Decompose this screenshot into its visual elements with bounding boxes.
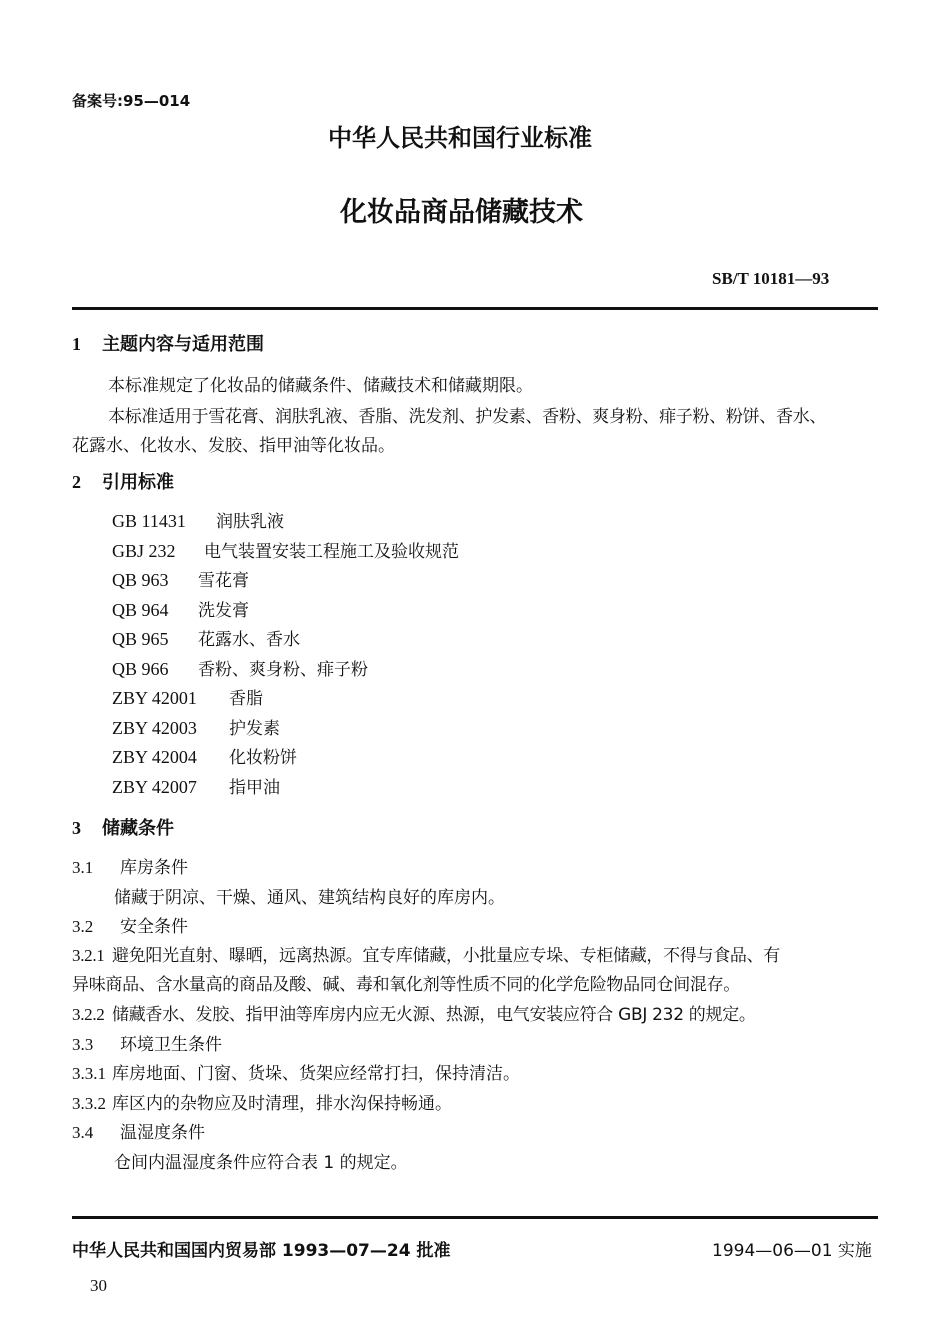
reference-name: 洗发膏 <box>198 601 249 621</box>
subsection-3-1-heading <box>72 853 188 878</box>
reference-name: 电气装置安装工程施工及验收规范 <box>204 542 459 562</box>
reference-code: ZBY 42007 <box>112 777 197 797</box>
clause-3-3-1 <box>72 1059 520 1084</box>
subsection-title: 安全条件 <box>120 917 188 937</box>
reference-item <box>112 714 280 739</box>
section-1-heading <box>72 330 264 356</box>
reference-code: QB 966 <box>112 659 169 679</box>
reference-name: 化妆粉饼 <box>229 748 297 768</box>
effective-date: 1994—06—01 实施 <box>712 1241 872 1261</box>
section-title: 主题内容与适用范围 <box>102 334 264 355</box>
subsection-title: 温湿度条件 <box>120 1123 205 1143</box>
reference-name: 雪花膏 <box>198 571 249 591</box>
reference-code: GB 11431 <box>112 511 186 531</box>
section-3-heading <box>72 814 174 840</box>
subsection-3-4-text: 仓间内温湿度条件应符合表 1 的规定。 <box>114 1153 408 1173</box>
page-number: 30 <box>90 1276 107 1295</box>
section-1-para-2-line-2: 花露水、化妆水、发胶、指甲油等化妆品。 <box>72 436 395 456</box>
clause-number: 3.2.2 <box>72 1005 105 1024</box>
subsection-title: 库房条件 <box>120 858 188 878</box>
clause-number: 3.2.1 <box>72 946 105 965</box>
reference-name: 指甲油 <box>229 778 280 798</box>
reference-item <box>112 507 284 532</box>
reference-code: GBJ 232 <box>112 541 176 561</box>
section-2-heading <box>72 468 174 494</box>
reference-code: QB 964 <box>112 600 169 620</box>
reference-name: 花露水、香水 <box>198 630 300 650</box>
clause-text: 储藏香水、发胶、指甲油等库房内应无火源、热源，电气安装应符合 GBJ 232 的规定。 <box>112 1005 756 1025</box>
clause-3-2-1-line-2: 异味商品、含水量高的商品及酸、碱、毒和氧化剂等性质不同的化学危险物品同仓间混存。 <box>72 975 740 995</box>
reference-name: 香粉、爽身粉、痱子粉 <box>198 660 368 680</box>
subsection-number: 3.3 <box>72 1035 94 1054</box>
footer-rule <box>72 1216 878 1219</box>
reference-code: ZBY 42004 <box>112 747 197 767</box>
section-number: 3 <box>72 818 81 838</box>
record-number: 备案号:95—014 <box>72 92 191 110</box>
standard-code: SB/T 10181—93 <box>712 269 830 288</box>
subsection-3-1-text: 储藏于阴凉、干燥、通风、建筑结构良好的库房内。 <box>114 888 505 908</box>
clause-3-2-1-line-1 <box>72 941 780 966</box>
subsection-3-3-heading <box>72 1030 222 1055</box>
subsection-number: 3.1 <box>72 858 94 877</box>
clause-text: 库区内的杂物应及时清理，排水沟保持畅通。 <box>112 1094 452 1114</box>
subsection-3-4-heading <box>72 1118 205 1143</box>
reference-name: 护发素 <box>229 719 280 739</box>
section-1-para-1: 本标准规定了化妆品的储藏条件、储藏技术和储藏期限。 <box>108 376 533 396</box>
reference-name: 润肤乳液 <box>216 512 284 532</box>
section-number: 2 <box>72 472 81 492</box>
issuer-title: 中华人民共和国行业标准 <box>328 124 592 152</box>
reference-item <box>112 684 263 709</box>
clause-number: 3.3.1 <box>72 1064 106 1083</box>
clause-3-2-2 <box>72 1000 756 1025</box>
header-rule <box>72 307 878 310</box>
document-title: 化妆品商品储藏技术 <box>340 197 583 228</box>
clause-text: 库房地面、门窗、货垛、货架应经常打扫，保持清洁。 <box>112 1064 520 1084</box>
section-title: 引用标准 <box>102 472 174 493</box>
clause-text: 避免阳光直射、曝晒，远离热源。宜专库储藏，小批量应专垛、专柜储藏，不得与食品、有 <box>112 946 780 966</box>
subsection-number: 3.2 <box>72 917 94 936</box>
reference-code: QB 963 <box>112 570 169 590</box>
reference-item <box>112 743 297 768</box>
reference-item <box>112 655 368 680</box>
section-title: 储藏条件 <box>102 818 174 839</box>
reference-item <box>112 566 249 591</box>
subsection-3-2-heading <box>72 912 188 937</box>
reference-item <box>112 596 249 621</box>
reference-item <box>112 537 459 562</box>
reference-code: ZBY 42003 <box>112 718 197 738</box>
reference-item <box>112 773 280 798</box>
section-number: 1 <box>72 334 81 354</box>
subsection-number: 3.4 <box>72 1123 94 1142</box>
reference-name: 香脂 <box>229 689 263 709</box>
clause-3-3-2 <box>72 1089 452 1114</box>
section-1-para-2-line-1: 本标准适用于雪花膏、润肤乳液、香脂、洗发剂、护发素、香粉、爽身粉、痱子粉、粉饼、香水、 <box>108 407 827 427</box>
reference-code: QB 965 <box>112 629 169 649</box>
reference-item <box>112 625 300 650</box>
approval-line: 中华人民共和国国内贸易部 1993—07—24 批准 <box>72 1241 451 1261</box>
clause-number: 3.3.2 <box>72 1094 106 1113</box>
subsection-title: 环境卫生条件 <box>120 1035 222 1055</box>
reference-code: ZBY 42001 <box>112 688 197 708</box>
